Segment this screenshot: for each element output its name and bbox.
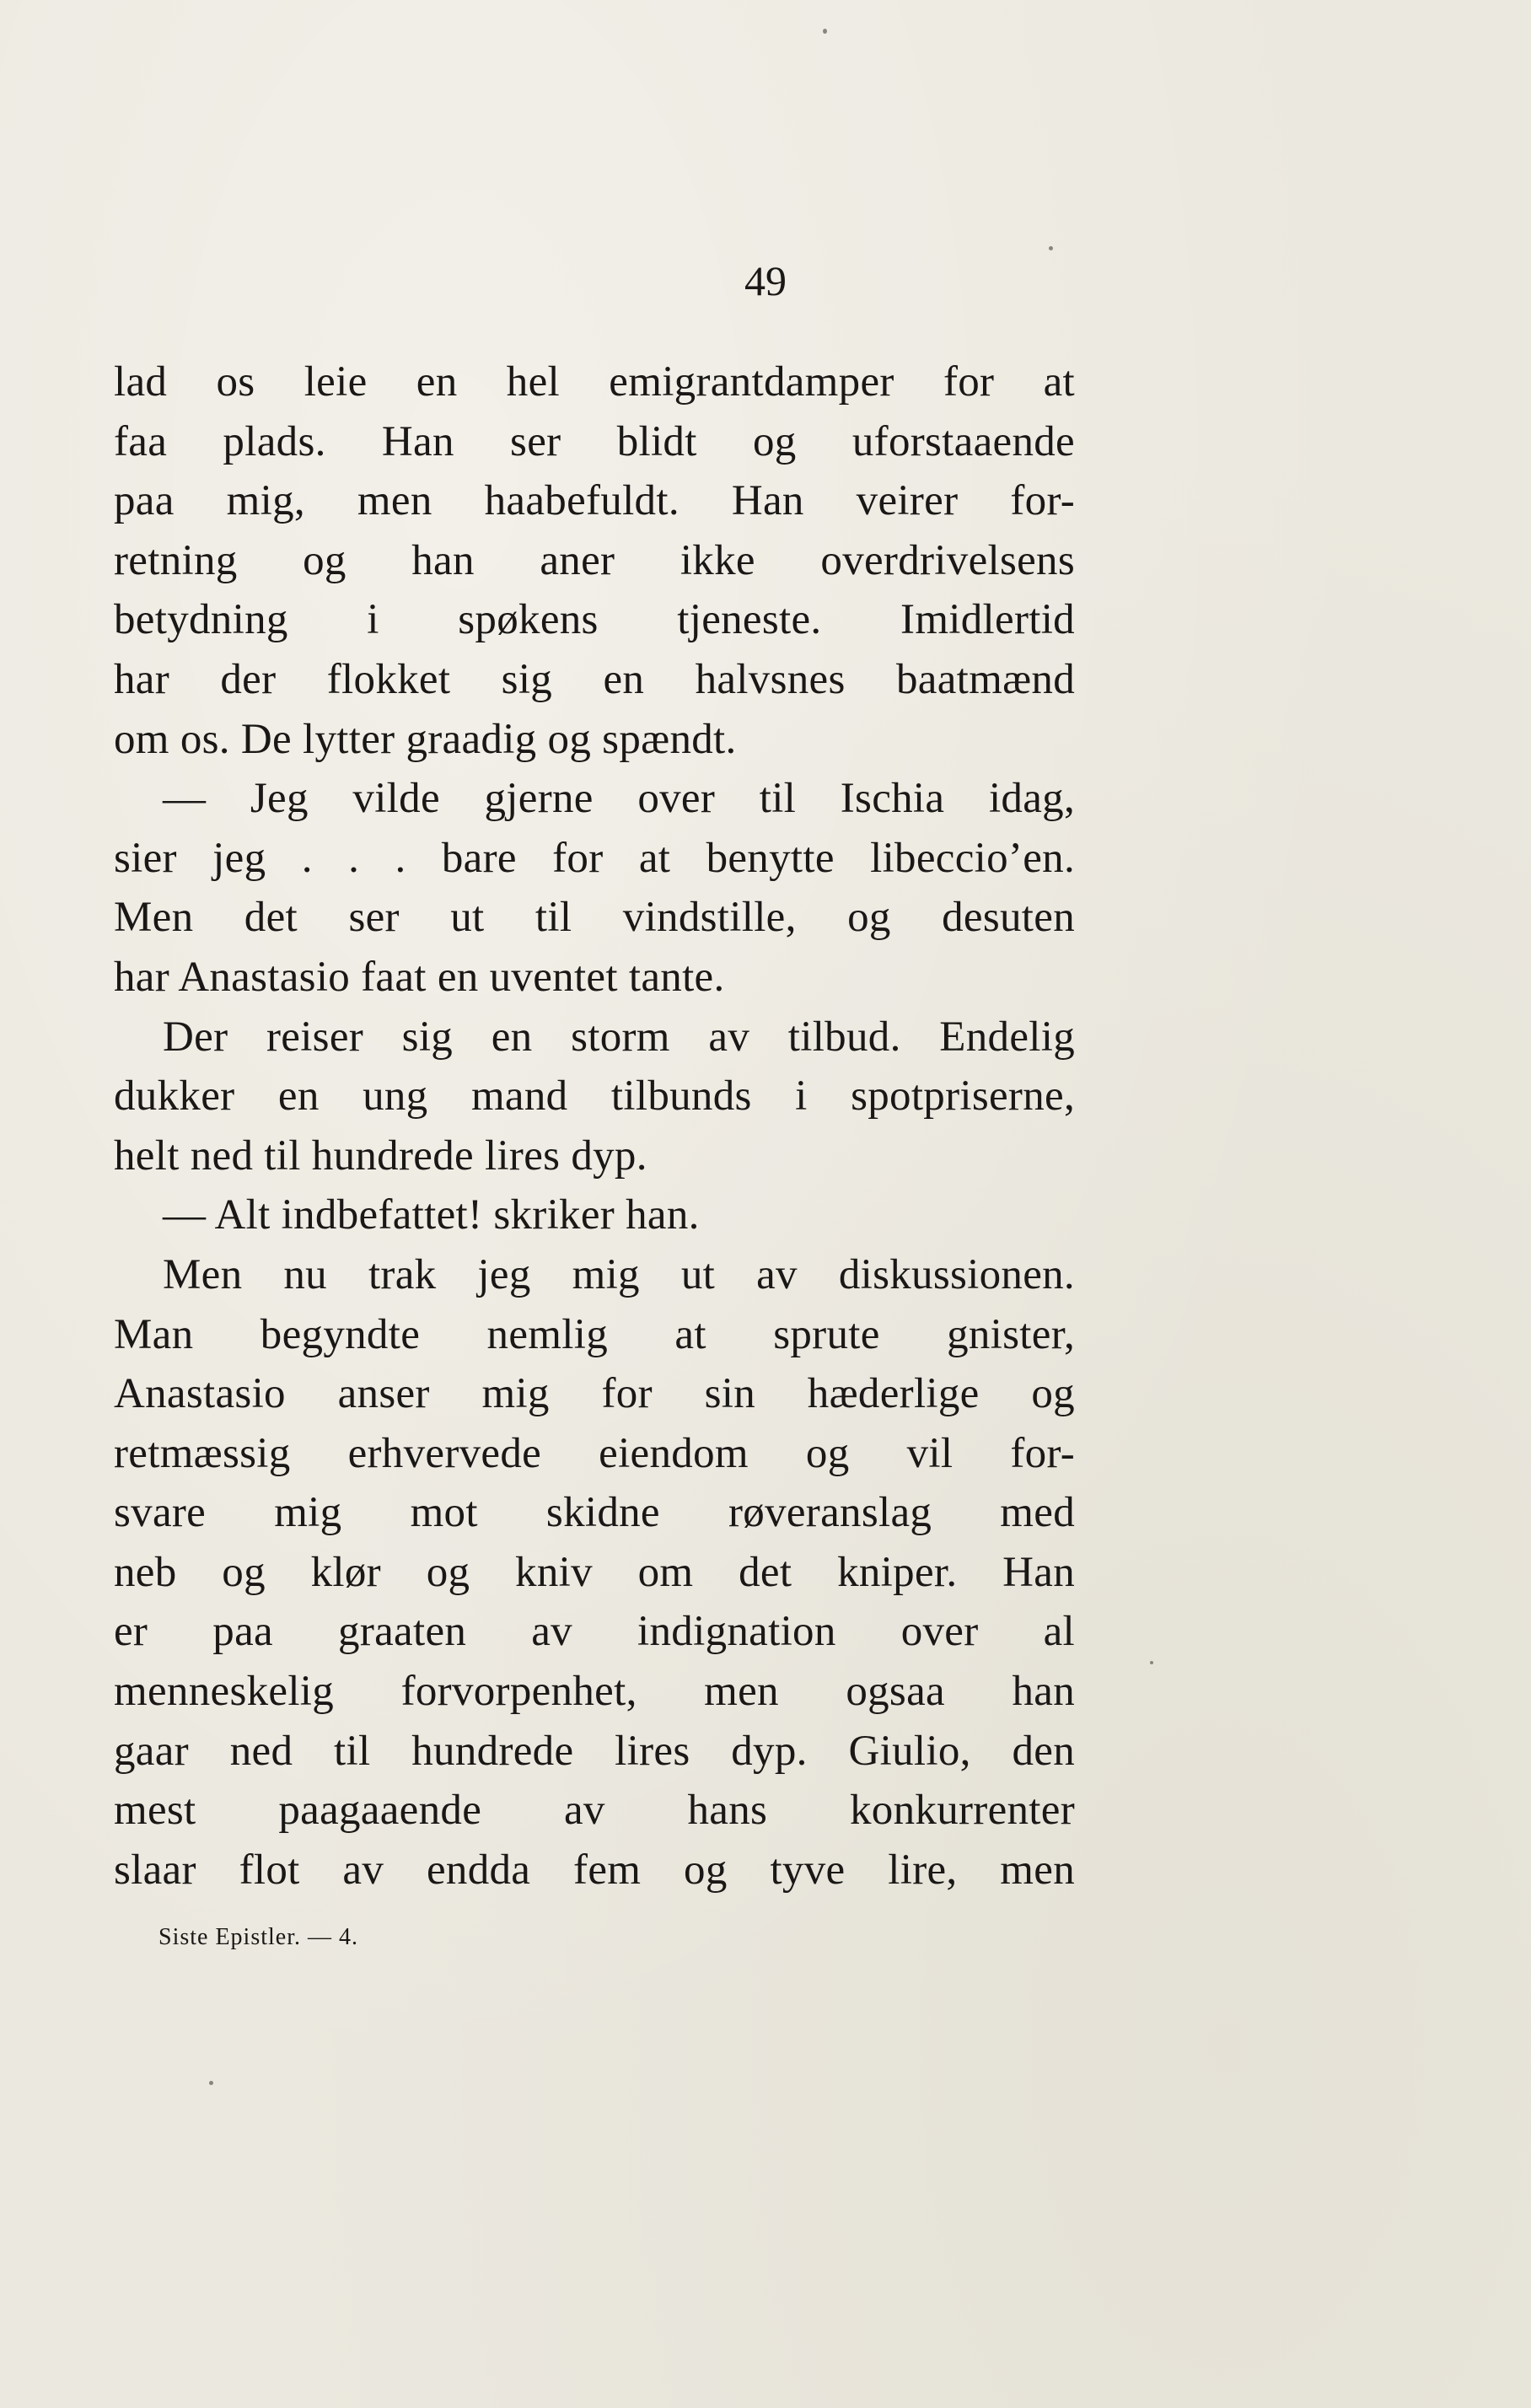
text-line: neb og klør og kniv om det kniper. Han: [114, 1548, 1075, 1596]
text-line: slaar flot av endda fem og tyve lire, men: [114, 1846, 1075, 1894]
text-line: faa plads. Han ser blidt og uforstaaende: [114, 417, 1075, 465]
text-line: — Alt indbefattet! skriker han.: [163, 1191, 700, 1239]
text-line: — Jeg vilde gjerne over til Ischia idag,: [163, 775, 1075, 823]
paper-speck: [209, 2081, 213, 2085]
text-line: har der flokket sig en halvsnes baatmænd: [114, 655, 1075, 703]
text-line: retmæssig erhvervede eiendom og vil for-: [114, 1429, 1075, 1477]
paper-speck: [1150, 1661, 1153, 1664]
text-line: Man begyndte nemlig at sprute gnister,: [114, 1310, 1075, 1358]
text-line: lad os leie en hel emigrantdamper for at: [114, 358, 1075, 406]
paper-speck: [823, 29, 827, 34]
text-line: svare mig mot skidne røveranslag med: [114, 1489, 1075, 1537]
text-line: sier jeg . . . bare for at benytte libeccio’en.: [114, 834, 1075, 882]
text-line: mest paagaaende av hans konkurrenter: [114, 1787, 1075, 1835]
text-line: dukker en ung mand tilbunds i spotpriserne,: [114, 1072, 1075, 1121]
signature-mark: Siste Epistler. — 4.: [158, 1924, 358, 1950]
text-line: er paa graaten av indignation over al: [114, 1608, 1075, 1656]
paper-speck: [1049, 246, 1053, 250]
text-line: om os. De lytter graadig og spændt.: [114, 715, 737, 763]
text-line: betydning i spøkens tjeneste. Imidlertid: [114, 596, 1075, 644]
text-line: retning og han aner ikke overdrivelsens: [114, 536, 1075, 584]
text-line: har Anastasio faat en uventet tante.: [114, 953, 725, 1001]
text-line: Men det ser ut til vindstille, og desuten: [114, 894, 1075, 942]
page-number: 49: [744, 257, 787, 304]
text-line: menneskelig forvorpenhet, men ogsaa han: [114, 1668, 1075, 1716]
text-line: paa mig, men haabefuldt. Han veirer for-: [114, 477, 1075, 525]
text-line: Anastasio anser mig for sin hæderlige og: [114, 1370, 1075, 1418]
text-line: gaar ned til hundrede lires dyp. Giulio, den: [114, 1727, 1075, 1775]
text-line: Der reiser sig en storm av tilbud. Endelig: [163, 1013, 1075, 1061]
text-line: helt ned til hundrede lires dyp.: [114, 1131, 647, 1180]
text-line: Men nu trak jeg mig ut av diskussionen.: [163, 1250, 1075, 1298]
body-text: [114, 352, 1075, 1900]
